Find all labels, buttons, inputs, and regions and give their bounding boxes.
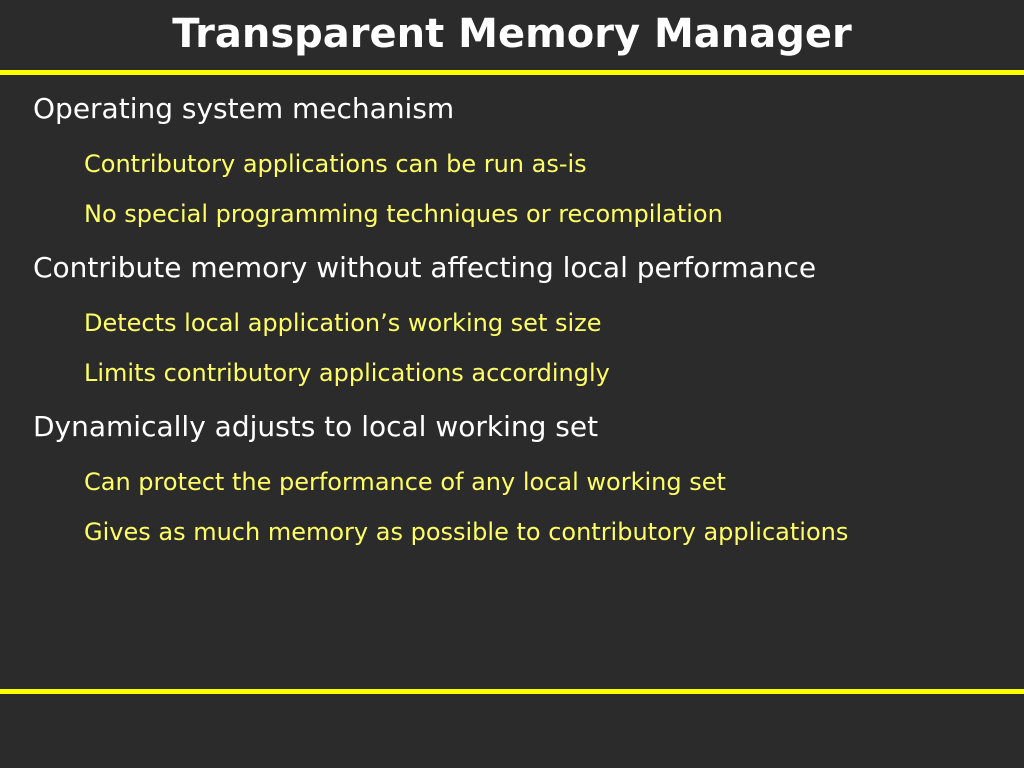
sub-bullet-limits-contributory: Limits contributory applications accordingly [84,359,610,387]
bullet-dynamically-adjusts: Dynamically adjusts to local working set [33,410,599,443]
bottom-divider [0,689,1024,694]
slide-title: Transparent Memory Manager [172,11,852,57]
sub-bullet-gives-memory: Gives as much memory as possible to contributory applications [84,518,849,546]
bullet-operating-system-mechanism: Operating system mechanism [33,92,455,125]
sub-bullet-run-as-is: Contributory applications can be run as-is [84,150,587,178]
sub-bullet-protect-performance: Can protect the performance of any local working set [84,468,726,496]
sub-bullet-no-special-programming: No special programming techniques or recompilation [84,200,723,228]
bullet-contribute-memory: Contribute memory without affecting local performance [33,251,817,284]
sub-bullet-detects-working-set: Detects local application’s working set size [84,309,602,337]
